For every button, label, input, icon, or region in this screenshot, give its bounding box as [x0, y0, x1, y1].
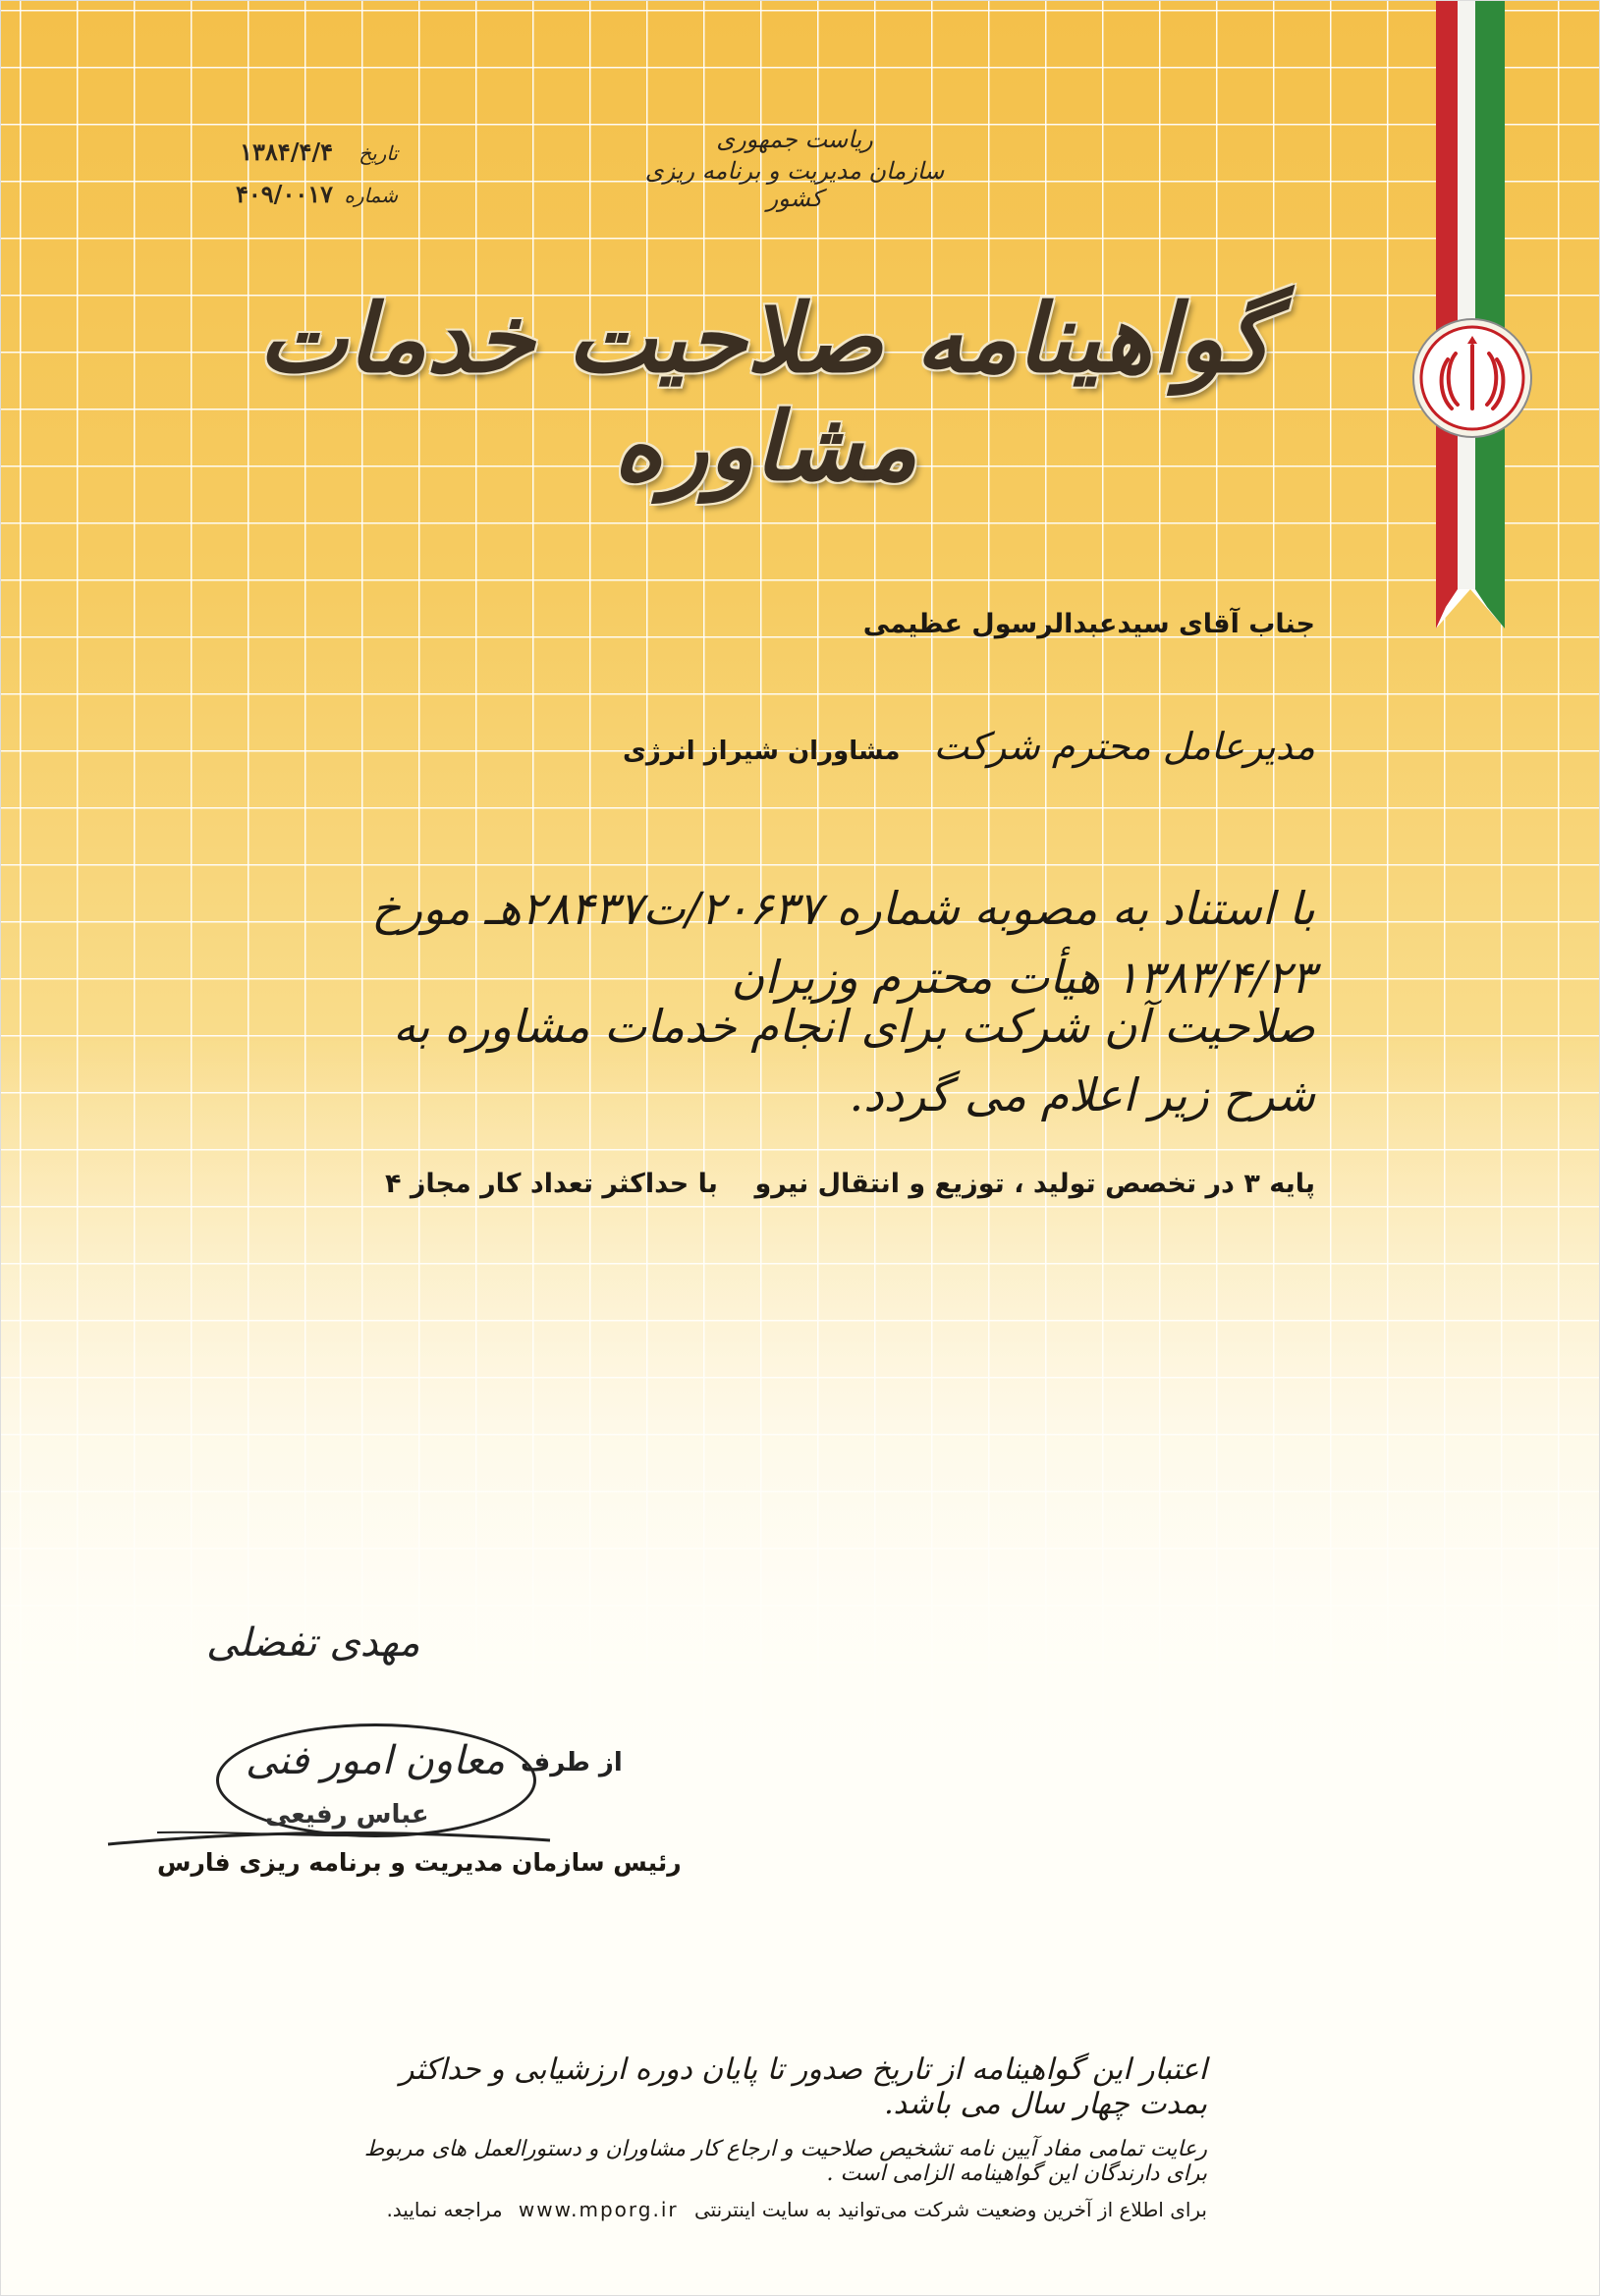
signatory-name: عباس رفیعی	[265, 1800, 429, 1830]
certificate-title: گواهینامه صلاحیت خدمات مشاوره	[258, 283, 1272, 502]
company-name: مشاوران شیراز انرژی	[623, 737, 901, 766]
number-row	[162, 180, 398, 208]
number-label: شماره	[344, 184, 398, 207]
validity-note: اعتبار این گواهینامه از تاریخ صدور تا پایان دوره ارزشیابی و حداکثر بمدت چهار سال می باشد.	[400, 2052, 1207, 2121]
recipient-name: جناب آقای سیدعبدالرسول عظیمی	[862, 609, 1315, 639]
on-behalf-label: از طرف	[521, 1748, 623, 1777]
date-row	[162, 137, 398, 166]
website-note-suffix: مراجعه نمایید.	[386, 2198, 503, 2221]
signatory-role: رئیس سازمان مدیریت و برنامه ریزی فارس	[157, 1848, 682, 1877]
date-label: تاریخ	[359, 141, 398, 165]
body-text-line-2: صلاحیت آن شرکت برای انجام خدمات مشاوره به شرح زیر اعلام می گردد.	[393, 1000, 1315, 1121]
organization-label: سازمان مدیریت و برنامه ریزی کشور	[644, 157, 945, 212]
footer-notes	[362, 2052, 1207, 2221]
managing-director-line	[623, 725, 1315, 768]
issuer-header	[618, 126, 971, 212]
website-link[interactable]: www.mporg.ir	[518, 2198, 679, 2221]
iran-emblem-icon	[1408, 314, 1536, 442]
qualification-statement: پایه ۳ در تخصص تولید ، توزیع و انتقال نیرو با حداکثر تعداد کار مجاز ۴	[384, 1169, 1315, 1199]
handwritten-name: مهدی تفضلی	[206, 1620, 420, 1666]
handwritten-title: معاون امور فنی	[246, 1738, 506, 1783]
reference-block	[162, 137, 398, 222]
compliance-note: رعایت تمامی مفاد آیین نامه تشخیص صلاحیت و ارجاع کار مشاوران و دستورالعمل های مربوط برای دارندگان این گواهینامه الزامی است .	[363, 2137, 1207, 2186]
website-note	[362, 2198, 1207, 2221]
number-value: ۴۰۹/۰۰۱۷	[236, 180, 333, 208]
body-text-line-1: با استناد به مصوبه شماره ۲۰۶۳۷/ت۲۸۴۳۷هـ مورخ ۱۳۸۳/۴/۲۳ هیأت محترم وزیران	[371, 882, 1315, 1004]
website-note-prefix: برای اطلاع از آخرین وضعیت شرکت می‌توانید به سایت اینترنتی	[693, 2198, 1207, 2221]
signature-block	[98, 1571, 682, 1895]
managing-director-label: مدیرعامل محترم شرکت	[933, 725, 1315, 768]
date-value: ۱۳۸۴/۴/۴	[240, 137, 333, 166]
presidency-label: ریاست جمهوری	[716, 126, 873, 153]
